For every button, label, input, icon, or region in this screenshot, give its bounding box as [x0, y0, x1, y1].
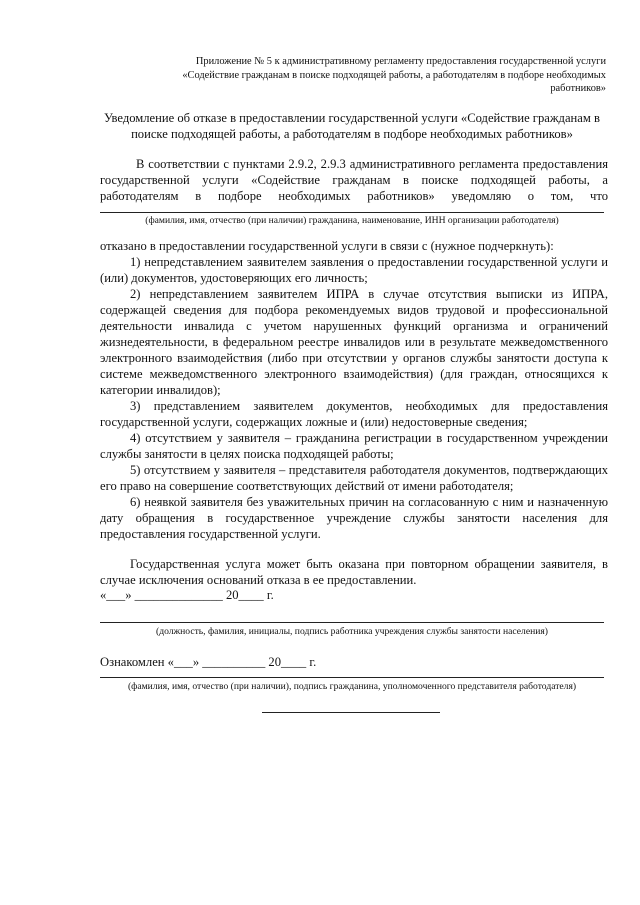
date-line: «___» ______________ 20____ г. — [100, 588, 274, 602]
applicant-caption: (фамилия, имя, отчество (при наличии) гражданина, наименование, ИНН организации работодателя) — [145, 215, 559, 226]
applicant-fill-line — [100, 212, 604, 213]
reason-item-2: 2) непредставлением заявителем ИПРА в случае отсутствия выписки из ИПРА, содержащей сведения для подбора рекомендуемых видов трудовой и профессиональной деятельности инвалида с учетом нарушенных функций организма и ограничений жизнедеятельности, в федеральном реестре инвалидов или в результате межведомственного электронного взаимодействия (либо при отсутствии у органов службы занятости доступа к системе межведомственного электронного взаимодействия) (для граждан, относящихся к категории инвалидов); — [100, 287, 608, 397]
annex-header — [136, 55, 606, 96]
reason-item-3: 3) представлением заявителем документов, необходимых для предоставления государственной услуги, содержащих ложные и (или) недостоверные сведения; — [100, 399, 608, 429]
acquainted-line: Ознакомлен «___» __________ 20____ г. — [100, 655, 317, 669]
citizen-signature-line — [100, 677, 604, 678]
bottom-signature-line — [262, 712, 440, 713]
annex-line-1: Приложение № 5 к административному регламенту предоставления государственной услуги — [195, 56, 606, 67]
reason-item-1: 1) непредставлением заявителем заявления о предоставлении государственной услуги и (или) документов, удостоверяющих его личность; — [100, 255, 608, 285]
citizen-caption: (фамилия, имя, отчество (при наличии), подпись гражданина, уполномоченного представителя работодателя) — [127, 681, 577, 692]
intro-text: В соответствии с пунктами 2.9.2, 2.9.3 административного регламента предоставления государственной услуги «Содействие гражданам в поиске подходящей работы, а работодателям в подборе необходимых работников» уведомляю о том, что — [100, 157, 608, 203]
reason-item-6: 6) неявкой заявителя без уважительных причин на согласованную с ним и назначенную дату обращения в государственное учреждение службы занятости населения для предоставления государственной услуги. — [100, 495, 608, 541]
reason-item-4: 4) отсутствием у заявителя – гражданина регистрации в государственном учреждении службы занятости в целях поиска подходящей работы; — [100, 431, 608, 461]
intro-paragraph — [100, 156, 608, 204]
document-title: Уведомление об отказе в предоставлении государственной услуги «Содействие гражданам в поиске подходящей работы, а работодателям в подборе необходимых работников» — [104, 111, 600, 141]
official-signature-line — [100, 622, 604, 623]
annex-line-2: «Содействие гражданам в поиске подходящей работы, а работодателям в подборе необходимых работников» — [182, 69, 606, 94]
closing-paragraph — [100, 556, 608, 588]
refusal-intro: отказано в предоставлении государственной услуги в связи с (нужное подчеркнуть): — [100, 239, 554, 253]
official-caption: (должность, фамилия, инициалы, подпись работника учреждения службы занятости населения) — [156, 626, 548, 637]
reason-item-5: 5) отсутствием у заявителя – представителя работодателя документов, подтверждающих его право на совершение соответствующих действий от имени работодателя; — [100, 463, 608, 493]
refusal-reasons — [100, 238, 608, 542]
closing-text: Государственная услуга может быть оказана при повторном обращении заявителя, в случае исключения оснований отказа в ее предоставлении. — [100, 557, 608, 587]
